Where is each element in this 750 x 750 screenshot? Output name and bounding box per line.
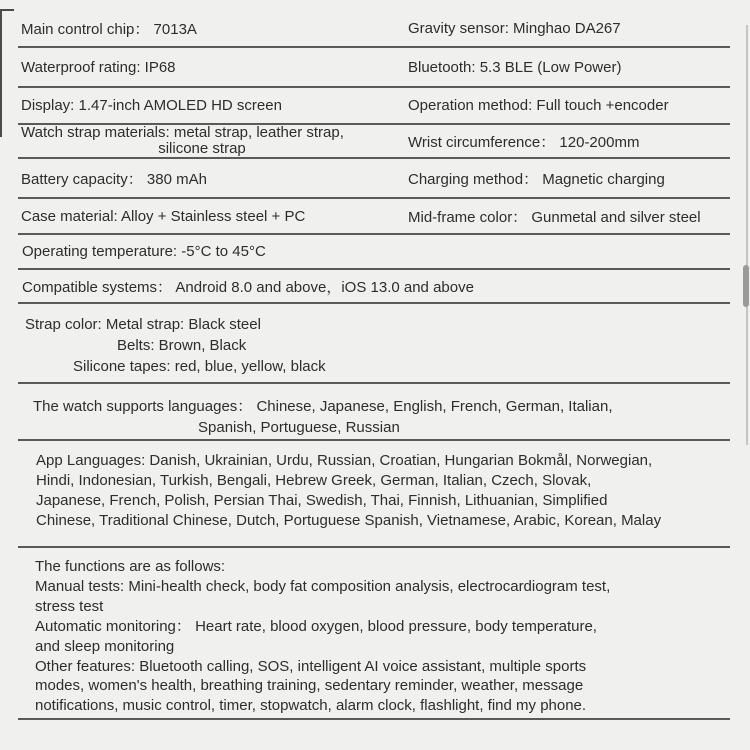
app-languages-line-2: Hindi, Indonesian, Turkish, Bengali, Hebrew Greek, German, Italian, Czech, Slovak, xyxy=(36,472,592,489)
strap-color-line-1: Strap color: Metal strap: Black steel xyxy=(25,316,261,333)
spec-row-operating-temperature xyxy=(18,235,730,270)
functions-line-3: stress test xyxy=(35,597,104,615)
spec-row-watch-languages xyxy=(18,384,730,441)
scrollbar-track[interactable] xyxy=(746,25,748,445)
spec-row-chip-gravity xyxy=(18,10,730,48)
spec-operating-temperature: Operating temperature: -5°C to 45°C xyxy=(22,243,266,260)
spec-row-functions xyxy=(18,548,730,720)
strap-color-line-2: Belts: Brown, Black xyxy=(117,337,247,354)
functions-line-8: notifications, music control, timer, stopwatch, alarm clock, flashlight, find my phone. xyxy=(35,697,587,715)
spec-row-app-languages xyxy=(18,441,730,548)
functions-line-5: and sleep monitoring xyxy=(35,637,175,655)
spec-row-display-operation xyxy=(18,88,730,125)
spec-battery-capacity: Battery capacity： 380 mAh xyxy=(21,170,207,188)
functions-line-6: Other features: Bluetooth calling, SOS, intelligent AI voice assistant, multiple sports xyxy=(35,657,587,675)
spec-display: Display: 1.47-inch AMOLED HD screen xyxy=(21,97,282,114)
spec-operation-method: Operation method: Full touch +encoder xyxy=(408,97,669,114)
spec-watch-strap-materials xyxy=(18,125,408,157)
functions-line-7: modes, women's health, breathing training, sedentary reminder, weather, message xyxy=(35,677,584,695)
spec-row-strap-color xyxy=(18,304,730,384)
spec-case-material: Case material: Alloy + Stainless steel + PC xyxy=(21,207,306,225)
strap-color-line-3: Silicone tapes: red, blue, yellow, black xyxy=(73,358,326,375)
spec-row-battery-charging xyxy=(18,159,730,199)
app-languages-line-1: App Languages: Danish, Ukrainian, Urdu, Russian, Croatian, Hungarian Bokmål, Norwegian, xyxy=(36,452,653,469)
scrollbar-thumb[interactable] xyxy=(743,265,749,307)
left-border-line xyxy=(0,9,2,137)
watch-languages-line-1: The watch supports languages： Chinese, Japanese, English, French, German, Italian, xyxy=(33,398,613,415)
functions-line-2: Manual tests: Mini-health check, body fat composition analysis, electrocardiogram test, xyxy=(35,577,611,595)
spec-row-compatible-systems xyxy=(18,270,730,304)
spec-row-strap-wrist xyxy=(18,125,730,159)
spec-row-case-midframe xyxy=(18,199,730,235)
spec-gravity-sensor: Gravity sensor: Minghao DA267 xyxy=(408,19,621,37)
app-languages-line-4: Chinese, Traditional Chinese, Dutch, Portuguese Spanish, Vietnamese, Arabic, Korean, Malay xyxy=(36,512,662,529)
spec-table xyxy=(18,10,730,720)
top-border-line xyxy=(0,9,14,11)
app-languages-line-3: Japanese, French, Polish, Persian Thai, Swedish, Thai, Finnish, Lithuanian, Simplified xyxy=(36,492,608,509)
spec-wrist-circumference: Wrist circumference： 120-200mm xyxy=(408,133,640,151)
spec-waterproof-rating: Waterproof rating: IP68 xyxy=(21,58,176,76)
spec-row-waterproof-bluetooth xyxy=(18,48,730,88)
watch-languages-line-2: Spanish, Portuguese, Russian xyxy=(198,418,400,436)
functions-line-1: The functions are as follows: xyxy=(35,558,226,575)
spec-midframe-color: Mid-frame color： Gunmetal and silver steel xyxy=(408,208,701,226)
spec-compatible-systems: Compatible systems： Android 8.0 and above，iOS 13.0 and above xyxy=(22,278,474,296)
spec-main-control-chip: Main control chip： 7013A xyxy=(21,20,197,38)
functions-line-4: Automatic monitoring： Heart rate, blood oxygen, blood pressure, body temperature, xyxy=(35,617,597,635)
spec-watch-strap-materials-line2: silicone strap xyxy=(158,140,246,157)
spec-watch-strap-materials-line1: Watch strap materials: metal strap, leather strap, xyxy=(21,124,344,141)
spec-charging-method: Charging method： Magnetic charging xyxy=(408,170,665,188)
spec-bluetooth: Bluetooth: 5.3 BLE (Low Power) xyxy=(408,58,622,76)
